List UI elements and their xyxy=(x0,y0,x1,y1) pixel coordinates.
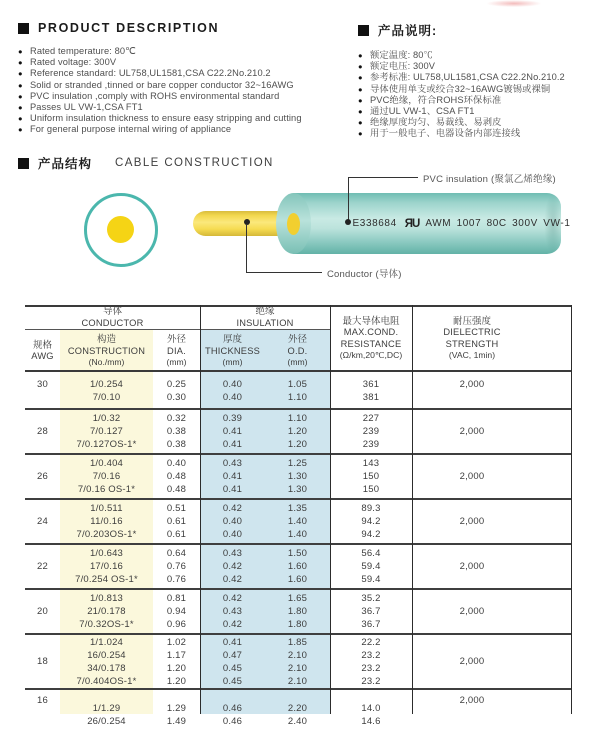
thickness-cell xyxy=(200,410,265,453)
dia-cell xyxy=(153,635,200,688)
resistance-cell xyxy=(330,545,412,588)
thickness-cell-value: 0.41 xyxy=(222,426,243,437)
bullet-icon: ● xyxy=(358,95,363,105)
column-header-thickness: 厚度 THICKNESS (mm) xyxy=(204,334,260,367)
od-cell-value: 1.85 xyxy=(287,636,308,648)
od-cell-value: 1.05 xyxy=(287,379,308,390)
resistance-cell-value: 59.4 xyxy=(361,574,381,585)
resistance-cell xyxy=(330,590,412,633)
dia-cell-value: 0.30 xyxy=(166,392,187,403)
product-notes-cn-item-6 xyxy=(358,117,598,128)
bullet-icon: ● xyxy=(18,58,23,68)
table-row-awg-24 xyxy=(25,500,572,545)
dia-cell xyxy=(153,374,200,408)
thickness-cell-value: 0.43 xyxy=(222,606,243,617)
construction-cell-value: 16/0.254 xyxy=(87,649,126,661)
resistance-cell-value: 56.4 xyxy=(361,548,381,559)
resistance-cell xyxy=(330,635,412,688)
construction-title-cn: 产品结构 xyxy=(38,157,93,171)
od-cell xyxy=(265,590,330,633)
resistance-cell xyxy=(330,690,412,740)
awg-cell xyxy=(25,690,60,740)
product-notes-cn-section xyxy=(358,21,598,140)
awg-cell xyxy=(25,374,60,408)
dia-cell xyxy=(153,500,200,543)
product-notes-cn-item-text: PVC绝缘，符合ROHS环保标准 xyxy=(370,94,502,105)
construction-cell-value: 7/0.32OS-1* xyxy=(79,619,134,630)
thickness-cell-value: 0.43 xyxy=(222,458,243,469)
resistance-cell-value: 381 xyxy=(362,392,380,403)
od-cell-value: 1.80 xyxy=(287,606,308,617)
od-cell xyxy=(265,690,330,740)
resistance-cell-value: 23.2 xyxy=(361,662,381,674)
construction-cell-value: 26/0.254 xyxy=(87,716,126,727)
resistance-cell-value: 14.0 xyxy=(361,703,381,714)
group-header-insulation: 绝缘 INSULATION xyxy=(236,306,294,328)
dia-cell-value: 0.76 xyxy=(166,561,187,572)
resistance-cell-value: 143 xyxy=(362,458,380,469)
thickness-cell xyxy=(200,500,265,543)
product-description-item-text: Uniform insulation thickness to ensure easy stripping and cutting xyxy=(30,113,302,124)
dia-cell-value: 0.48 xyxy=(166,484,187,495)
column-header-od: 外径 O.D. (mm) xyxy=(287,334,308,367)
thickness-cell-value: 0.41 xyxy=(222,484,243,495)
construction-cell-value: 1/0.254 xyxy=(89,379,124,390)
resistance-cell-value: 23.2 xyxy=(361,675,381,687)
product-description-item-2 xyxy=(18,68,348,79)
table-row-awg-28 xyxy=(25,410,572,455)
od-cell xyxy=(265,545,330,588)
thickness-cell xyxy=(200,455,265,498)
resistance-cell-value: 22.2 xyxy=(361,636,381,648)
conductor-label: Conductor (导体) xyxy=(327,269,402,280)
construction-cell xyxy=(60,635,153,688)
specification-table xyxy=(25,305,572,727)
thickness-cell-value: 0.41 xyxy=(222,471,243,482)
table-row-awg-30 xyxy=(25,374,572,410)
dielectric-cell-value: 2,000 xyxy=(459,695,485,706)
product-notes-cn-item-text: 通过UL VW-1、CSA FT1 xyxy=(370,105,475,116)
thickness-cell-value: 0.42 xyxy=(222,574,243,585)
product-notes-cn-item-2 xyxy=(358,72,598,83)
awg-cell xyxy=(25,500,60,543)
construction-cell xyxy=(60,545,153,588)
group-header-conductor: 导体 CONDUCTOR xyxy=(81,306,144,328)
pvc-leader-dot xyxy=(345,219,351,225)
od-cell-value: 1.50 xyxy=(287,548,308,559)
od-cell-value: 1.30 xyxy=(287,471,308,482)
cable-print-text xyxy=(300,193,571,254)
product-description-item-text: PVC insulation ,comply with ROHS environmental standard xyxy=(30,90,280,101)
resistance-cell xyxy=(330,455,412,498)
thickness-cell-value: 0.42 xyxy=(222,561,243,572)
cable-cert-number: E338684 xyxy=(352,218,397,229)
dia-cell-value: 0.48 xyxy=(166,471,187,482)
table-row-awg-26 xyxy=(25,455,572,500)
partial-logo-top-right xyxy=(487,0,541,7)
od-cell-value: 1.25 xyxy=(287,458,308,469)
dia-cell-value: 1.02 xyxy=(166,636,187,648)
conductor-leader-dot xyxy=(244,219,250,225)
construction-cell-value: 7/0.404OS-1* xyxy=(76,675,137,687)
black-square-icon xyxy=(18,23,29,34)
dielectric-cell-value: 2,000 xyxy=(459,471,485,482)
od-cell-value: 2.10 xyxy=(287,649,308,661)
construction-cell-value: 7/0.16 OS-1* xyxy=(77,484,136,495)
construction-cell-value: 7/0.127 xyxy=(89,426,124,437)
od-cell-value: 2.40 xyxy=(287,716,308,727)
bullet-icon: ● xyxy=(18,47,23,56)
awg-cell xyxy=(25,635,60,688)
dia-cell-value: 1.49 xyxy=(166,716,187,727)
dia-cell xyxy=(153,590,200,633)
dia-cell xyxy=(153,690,200,740)
awg-cell xyxy=(25,455,60,498)
dia-cell-value: 0.61 xyxy=(166,529,187,540)
dielectric-cell-value: 2,000 xyxy=(459,426,485,437)
product-notes-cn-item-7 xyxy=(358,128,598,139)
column-header-resistance: 最大导体电阻 MAX.COND. RESISTANCE (Ω/km,20℃,DC) xyxy=(339,315,403,361)
product-description-item-3 xyxy=(18,80,348,91)
product-description-item-6 xyxy=(18,113,348,124)
construction-cell-value: 1/1.024 xyxy=(89,636,124,648)
product-description-item-text: Reference standard: UL758,UL1581,CSA C22.2No.210.2 xyxy=(30,68,271,79)
od-cell xyxy=(265,410,330,453)
dia-cell-value: 0.32 xyxy=(166,413,187,424)
column-header-construction: 构造 CONSTRUCTION (No./mm) xyxy=(67,334,146,367)
dielectric-cell-value: 2,000 xyxy=(459,606,485,617)
construction-cell-value: 1/0.813 xyxy=(89,593,124,604)
resistance-cell-value: 36.7 xyxy=(361,619,381,630)
construction-cell-value: 7/0.10 xyxy=(92,392,121,403)
thickness-cell-value: 0.40 xyxy=(222,529,243,540)
awg-cell-value: 24 xyxy=(37,516,48,527)
construction-title-en: CABLE CONSTRUCTION xyxy=(115,157,274,169)
construction-cell-value: 1/0.643 xyxy=(89,548,124,559)
dia-cell-value: 0.64 xyxy=(166,548,187,559)
resistance-cell xyxy=(330,500,412,543)
construction-cell-value: 1/0.404 xyxy=(89,458,124,469)
construction-cell-value: 7/0.127OS-1* xyxy=(76,439,137,450)
resistance-cell-value: 239 xyxy=(362,426,380,437)
thickness-cell-value: 0.47 xyxy=(222,649,243,661)
od-cell xyxy=(265,374,330,408)
awg-cell xyxy=(25,590,60,633)
resistance-cell xyxy=(330,374,412,408)
dia-cell-value: 1.20 xyxy=(166,662,187,674)
od-cell-value: 2.10 xyxy=(287,675,308,687)
awg-cell xyxy=(25,545,60,588)
awg-cell-value: 18 xyxy=(37,656,48,667)
bullet-icon: ● xyxy=(358,106,363,116)
od-cell-value: 1.20 xyxy=(287,439,308,450)
product-notes-cn-item-text: 用于一般电子、电器设备内部连接线 xyxy=(370,128,521,139)
table-row-awg-22 xyxy=(25,545,572,590)
bullet-icon: ● xyxy=(18,114,23,124)
product-notes-cn-item-text: 参考标准: UL758,UL1581,CSA C22.2No.210.2 xyxy=(370,72,565,83)
construction-cell-value: 34/0.178 xyxy=(87,662,126,674)
resistance-cell-value: 94.2 xyxy=(361,516,381,527)
bullet-icon: ● xyxy=(18,91,23,101)
awg-cell xyxy=(25,410,60,453)
black-square-icon xyxy=(18,158,29,169)
awg-cell-value: 26 xyxy=(37,471,48,482)
dia-cell-value: 0.38 xyxy=(166,439,187,450)
resistance-cell-value: 14.6 xyxy=(361,716,381,727)
dia-cell-value: 1.17 xyxy=(166,649,187,661)
resistance-cell xyxy=(330,410,412,453)
construction-cell-value: 1/0.32 xyxy=(92,413,121,424)
product-notes-cn-item-text: 额定电压: 300V xyxy=(370,61,436,72)
product-description-item-text: Rated temperature: 80℃ xyxy=(30,46,136,56)
construction-cell xyxy=(60,500,153,543)
dielectric-cell xyxy=(412,500,572,543)
pvc-leader-line-h xyxy=(348,177,418,178)
thickness-cell-value: 0.45 xyxy=(222,662,243,674)
construction-cell-value: 7/0.203OS-1* xyxy=(76,529,137,540)
awg-cell-value: 28 xyxy=(37,426,48,437)
bullet-icon: ● xyxy=(358,129,363,139)
thickness-cell xyxy=(200,374,265,408)
dielectric-cell xyxy=(412,374,572,408)
thickness-cell-value: 0.46 xyxy=(222,716,243,727)
od-cell-value: 1.40 xyxy=(287,529,308,540)
bullet-icon: ● xyxy=(358,62,363,72)
awg-cell-value: 30 xyxy=(37,379,48,390)
bullet-icon: ● xyxy=(18,69,23,79)
column-header-dielectric: 耐压强度 DIELECTRIC STRENGTH (VAC, 1min) xyxy=(443,315,501,361)
od-cell xyxy=(265,455,330,498)
table-row-awg-20 xyxy=(25,590,572,635)
thickness-cell-value: 0.45 xyxy=(222,675,243,687)
construction-cell-value: 17/0.16 xyxy=(89,561,124,572)
resistance-cell-value: 239 xyxy=(362,439,380,450)
od-cell-value: 1.80 xyxy=(287,619,308,630)
product-notes-cn-header xyxy=(358,21,598,39)
dielectric-cell xyxy=(412,545,572,588)
od-cell-value: 1.10 xyxy=(287,392,308,403)
table-divider xyxy=(200,305,201,714)
table-top-border xyxy=(25,305,572,307)
product-description-item-7 xyxy=(18,124,348,135)
od-cell-value: 1.10 xyxy=(287,413,308,424)
od-cell-value: 1.30 xyxy=(287,484,308,495)
dielectric-cell-value: 2,000 xyxy=(459,379,485,390)
resistance-cell-value: 227 xyxy=(362,413,380,424)
dia-cell-value: 0.94 xyxy=(166,606,187,617)
resistance-cell-value: 150 xyxy=(362,471,380,482)
product-description-item-text: Solid or stranded ,tinned or bare copper conductor 32~16AWG xyxy=(30,79,294,90)
dia-cell-value: 0.38 xyxy=(166,426,187,437)
construction-cell-value: 7/0.16 xyxy=(92,471,121,482)
construction-cell-value: 21/0.178 xyxy=(87,606,126,617)
thickness-cell-value: 0.42 xyxy=(222,593,243,604)
awg-cell-value: 22 xyxy=(37,561,48,572)
thickness-cell xyxy=(200,545,265,588)
resistance-cell-value: 59.4 xyxy=(361,561,381,572)
dia-cell-value: 0.25 xyxy=(166,379,187,390)
dielectric-cell xyxy=(412,690,572,740)
od-cell-value: 1.60 xyxy=(287,561,308,572)
construction-cell-value: 7/0.254 OS-1* xyxy=(75,574,138,585)
od-cell-value: 1.20 xyxy=(287,426,308,437)
thickness-cell-value: 0.46 xyxy=(222,703,243,714)
resistance-cell-value: 94.2 xyxy=(361,529,381,540)
resistance-cell-value: 23.2 xyxy=(361,649,381,661)
thickness-cell-value: 0.40 xyxy=(222,379,243,390)
dia-cell-value: 0.40 xyxy=(166,458,187,469)
conductor-core-face xyxy=(287,213,300,235)
product-description-item-text: Rated voltage: 300V xyxy=(30,57,117,68)
product-notes-cn-item-text: 绝缘厚度均匀、易裁线、易剥皮 xyxy=(370,117,502,128)
cable-spec-text: AWM 1007 80C 300V VW-1 xyxy=(425,218,571,229)
product-description-header xyxy=(18,21,348,35)
dia-cell-value: 1.20 xyxy=(166,675,187,687)
resistance-cell-value: 36.7 xyxy=(361,606,381,617)
dia-cell-value: 0.51 xyxy=(166,503,187,514)
product-description-item-text: Passes UL VW-1,CSA FT1 xyxy=(30,101,143,112)
table-divider xyxy=(330,305,331,714)
bullet-icon: ● xyxy=(18,125,23,135)
od-cell-value: 2.20 xyxy=(287,703,308,714)
awg-cell-value: 16 xyxy=(37,695,48,706)
product-description-item-1 xyxy=(18,57,348,68)
dielectric-cell-value: 2,000 xyxy=(459,656,485,667)
product-notes-cn-item-text: 导体使用单支或绞合32~16AWG镀锡或裸铜 xyxy=(370,83,551,94)
od-cell-value: 1.65 xyxy=(287,593,308,604)
od-cell-value: 1.35 xyxy=(287,503,308,514)
construction-cell xyxy=(60,410,153,453)
product-description-item-4 xyxy=(18,91,348,102)
product-notes-cn-item-0 xyxy=(358,50,598,61)
construction-cell-value: 1/0.511 xyxy=(90,503,123,514)
bullet-icon: ● xyxy=(18,80,23,90)
table-divider xyxy=(412,305,413,714)
table-header xyxy=(25,305,572,372)
product-notes-cn-item-text: 额定温度: 80℃ xyxy=(370,50,433,60)
table-right-border xyxy=(571,305,572,714)
od-cell xyxy=(265,500,330,543)
construction-cell xyxy=(60,590,153,633)
product-notes-cn-item-4 xyxy=(358,95,598,106)
dia-cell xyxy=(153,455,200,498)
thickness-cell xyxy=(200,635,265,688)
dia-cell xyxy=(153,545,200,588)
od-cell-value: 1.60 xyxy=(287,574,308,585)
pvc-leader-line-v xyxy=(348,177,349,221)
dia-cell-value: 0.61 xyxy=(166,516,187,527)
product-notes-cn-item-5 xyxy=(358,106,598,117)
pvc-insulation-label: PVC insulation (聚氯乙烯绝缘) xyxy=(423,174,556,185)
ul-recognized-icon: ЯU xyxy=(404,217,420,230)
od-cell xyxy=(265,635,330,688)
product-notes-cn-title: 产品说明: xyxy=(378,24,438,38)
thickness-cell xyxy=(200,590,265,633)
product-description-title: PRODUCT DESCRIPTION xyxy=(38,21,220,35)
resistance-cell-value: 89.3 xyxy=(361,503,381,514)
bullet-icon: ● xyxy=(358,51,363,60)
thickness-cell-value: 0.41 xyxy=(222,439,243,450)
construction-cell-value: 11/0.16 xyxy=(90,516,123,527)
dielectric-cell-value: 2,000 xyxy=(459,516,485,527)
column-header-dia: 外径 DIA. (mm) xyxy=(166,334,187,367)
conductor-leader-line-h xyxy=(246,272,322,273)
product-description-section xyxy=(18,21,348,136)
dielectric-cell xyxy=(412,455,572,498)
dielectric-cell xyxy=(412,635,572,688)
thickness-cell-value: 0.40 xyxy=(222,392,243,403)
od-cell-value: 1.40 xyxy=(287,516,308,527)
construction-cell xyxy=(60,690,153,740)
thickness-cell xyxy=(200,690,265,740)
resistance-cell-value: 150 xyxy=(362,484,380,495)
thickness-cell-value: 0.39 xyxy=(222,413,243,424)
construction-header xyxy=(18,154,274,172)
dia-cell xyxy=(153,410,200,453)
thickness-cell-value: 0.42 xyxy=(222,619,243,630)
dia-cell-value: 0.81 xyxy=(166,593,187,604)
conductor-core-icon xyxy=(107,216,134,243)
product-description-item-5 xyxy=(18,102,348,113)
dia-cell-value: 1.29 xyxy=(166,703,187,714)
bullet-icon: ● xyxy=(358,84,363,94)
conductor-leader-line-v xyxy=(246,224,247,272)
black-square-icon xyxy=(358,25,369,36)
table-body xyxy=(25,374,572,740)
awg-cell-value: 20 xyxy=(37,606,48,617)
thickness-cell-value: 0.41 xyxy=(222,636,243,648)
thickness-cell-value: 0.43 xyxy=(222,548,243,559)
bullet-icon: ● xyxy=(358,118,363,128)
product-description-item-0 xyxy=(18,46,348,57)
column-header-awg: 规格 AWG xyxy=(31,339,54,361)
bullet-icon: ● xyxy=(18,102,23,112)
dia-cell-value: 0.76 xyxy=(166,574,187,585)
dielectric-cell-value: 2,000 xyxy=(459,561,485,572)
construction-cell xyxy=(60,455,153,498)
product-notes-cn-list xyxy=(358,50,598,140)
dielectric-cell xyxy=(412,410,572,453)
table-row-awg-16 xyxy=(25,690,572,740)
bullet-icon: ● xyxy=(358,73,363,83)
construction-cell xyxy=(60,374,153,408)
product-description-item-text: For general purpose internal wiring of appliance xyxy=(30,124,232,135)
thickness-cell-value: 0.40 xyxy=(222,516,243,527)
cable-cross-section-diagram xyxy=(84,193,158,267)
group-header-underline xyxy=(25,329,330,330)
table-row-awg-18 xyxy=(25,635,572,690)
resistance-cell-value: 35.2 xyxy=(361,593,381,604)
dielectric-cell xyxy=(412,590,572,633)
resistance-cell-value: 361 xyxy=(362,379,380,390)
product-notes-cn-item-3 xyxy=(358,84,598,95)
od-cell-value: 2.10 xyxy=(287,662,308,674)
product-notes-cn-item-1 xyxy=(358,61,598,72)
product-description-list xyxy=(18,46,348,136)
thickness-cell-value: 0.42 xyxy=(222,503,243,514)
dia-cell-value: 0.96 xyxy=(166,619,187,630)
construction-cell-value: 1/1.29 xyxy=(92,703,121,714)
